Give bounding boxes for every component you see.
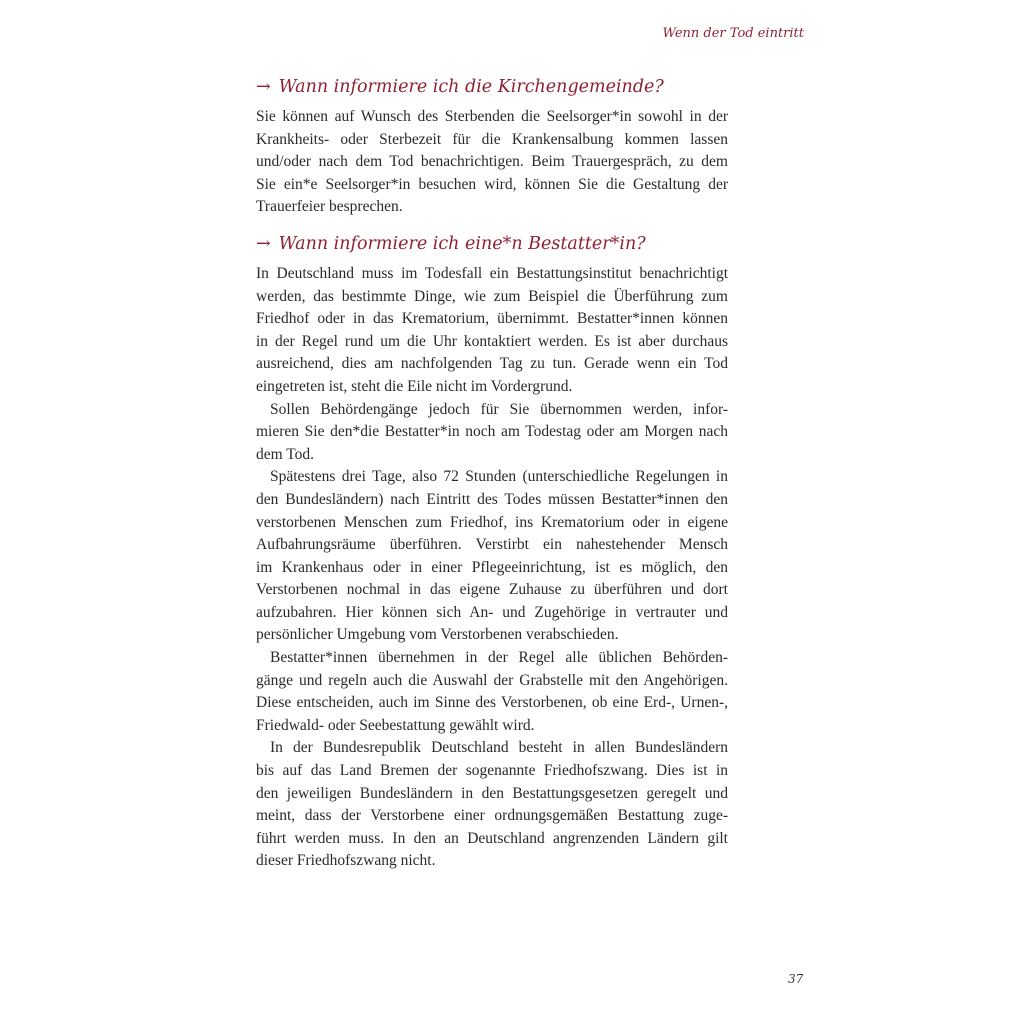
text-line: Aufbahrungsräume überführen. Verstirbt ein nahestehender Mensch [256, 536, 728, 554]
text-line: ausreichend, dies am nachfolgenden Tag zu tun. Gerade wenn ein Tod [256, 355, 728, 373]
text-line: aufzubahren. Hier können sich An- und Zugehörige in vertrauter und [256, 603, 728, 621]
text-line: eingetreten ist, steht die Eile nicht im Vordergrund. [256, 377, 573, 395]
text-line: Friedhof oder in das Krematorium, übernimmt. Bestatter*innen können [256, 310, 728, 328]
paragraph-5 [256, 737, 728, 873]
section-heading-bestatter [256, 231, 728, 257]
paragraph-kirchengemeinde [256, 106, 728, 219]
text-line: werden, das bestimmte Dinge, wie zum Beispiel die Überführung zum [256, 287, 728, 305]
text-line: verstorbenen Menschen zum Friedhof, ins Krematorium oder in eigene [256, 513, 728, 531]
arrow-right-icon: → [256, 77, 271, 97]
heading-text: Wann informiere ich eine*n Bestatter*in? [278, 233, 646, 254]
text-line: den Bundesländern) nach Eintritt des Todes müssen Bestatter*innen den [256, 490, 728, 508]
section-heading-kirchengemeinde [256, 74, 728, 100]
arrow-right-icon: → [256, 233, 271, 254]
text-line: Sie können auf Wunsch des Sterbenden die Seelsorger*in sowohl in der [256, 108, 728, 125]
paragraph-2 [256, 399, 728, 467]
text-line: Trauerfeier besprechen. [256, 198, 403, 216]
paragraph-1 [256, 263, 728, 399]
running-head: Wenn der Tod eintritt [662, 26, 804, 41]
text-line: Verstorbenen nochmal in das eigene Zuhause zu überführen und dort [256, 581, 728, 599]
text-line: meint, dass der Verstorbene einer ordnungsgemäßen Bestattung zuge- [256, 807, 728, 825]
text-line: Krankheits- oder Sterbezeit für die Krankensalbung kommen lassen [256, 130, 728, 148]
text-line: mieren Sie den*die Bestatter*in noch am Todestag oder am Morgen nach [256, 423, 728, 441]
text-line: führt werden muss. In den an Deutschland angrenzenden Ländern gilt [256, 829, 728, 847]
text-line: und/oder nach dem Tod benachrichtigen. Beim Trauergespräch, zu dem [256, 153, 728, 171]
text-line: in der Regel rund um die Uhr kontaktiert werden. Es ist aber durchaus [256, 332, 728, 350]
text-line: Bestatter*innen übernehmen in der Regel alle üblichen Behörden- [270, 649, 728, 667]
text-line: Spätestens drei Tage, also 72 Stunden (unterschiedliche Regelungen in [270, 468, 728, 486]
text-line: In der Bundesrepublik Deutschland besteht in allen Bundesländern [270, 739, 728, 757]
text-line: bis auf das Land Bremen der sogenannte Friedhofszwang. Dies ist in [256, 762, 728, 780]
text-line: im Krankenhaus oder in einer Pflegeeinrichtung, ist es möglich, den [256, 558, 728, 576]
paragraph-4 [256, 647, 728, 737]
text-line: persönlicher Umgebung vom Verstorbenen verabschieden. [256, 626, 619, 644]
text-line: gänge und regeln auch die Auswahl der Grabstelle mit den Angehörigen. [256, 671, 728, 689]
text-line: In Deutschland muss im Todesfall ein Bestattungsinstitut benachrichtigt [256, 264, 728, 282]
text-line: dem Tod. [256, 445, 315, 463]
text-line: Sollen Behördengänge jedoch für Sie übernommen werden, infor- [270, 400, 728, 418]
page-number: 37 [788, 972, 804, 986]
page-content [256, 74, 728, 873]
heading-text: Wann informiere ich die Kirchengemeinde? [278, 77, 664, 97]
text-line: dieser Friedhofszwang nicht. [256, 852, 436, 870]
text-line: Diese entscheiden, auch im Sinne des Verstorbenen, ob eine Erd-, Urnen-, [256, 694, 728, 712]
text-line: Sie ein*e Seelsorger*in besuchen wird, können Sie die Gestaltung der [256, 175, 728, 193]
text-line: den jeweiligen Bundesländern in den Bestattungsgesetzen geregelt und [256, 784, 728, 802]
text-line: Friedwald- oder Seebestattung gewählt wird. [256, 716, 535, 734]
paragraph-3 [256, 466, 728, 647]
